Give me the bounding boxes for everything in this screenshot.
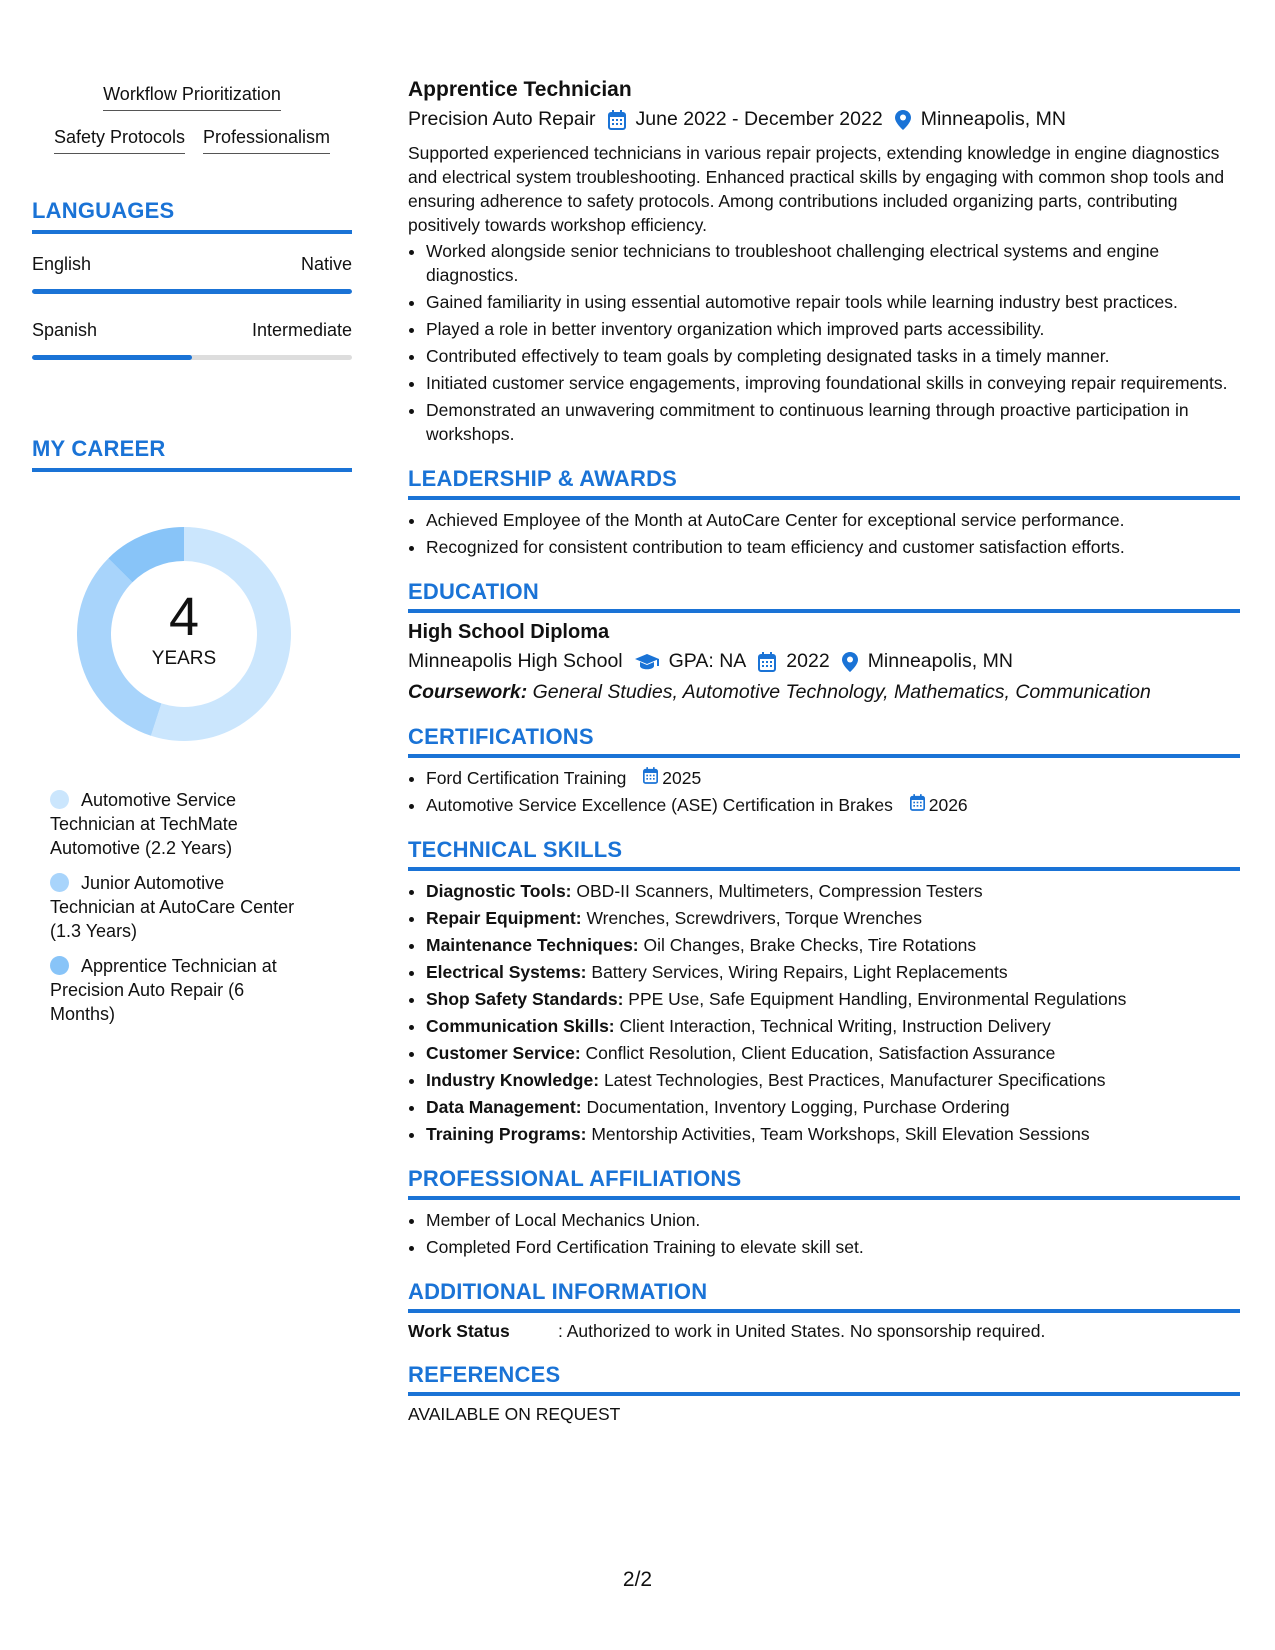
skill-label: Data Management: — [426, 1097, 582, 1117]
leadership-list — [408, 508, 1240, 559]
education-school: Minneapolis High School — [408, 650, 623, 672]
list-item: • Recognized for consistent contribution to team efficiency and customer satisfaction efforts. — [426, 535, 1240, 559]
location-pin-icon — [842, 652, 858, 672]
coursework-label: Coursework: — [408, 681, 528, 703]
certifications-list — [408, 766, 1240, 817]
language-item — [32, 254, 352, 294]
skill-value: Oil Changes, Brake Checks, Tire Rotations — [643, 935, 977, 955]
certification-year: 2025 — [662, 768, 702, 788]
legend-dot — [50, 873, 69, 892]
list-item — [426, 1041, 1240, 1065]
job-company: Precision Auto Repair — [408, 108, 596, 130]
donut-center — [64, 514, 304, 754]
work-status-row — [408, 1321, 1240, 1342]
education-meta — [408, 650, 1240, 673]
skill-label: Training Programs: — [426, 1124, 587, 1144]
language-item — [32, 320, 352, 360]
additional-info-heading: ADDITIONAL INFORMATION — [408, 1279, 1240, 1313]
list-item: • Completed Ford Certification Training to elevate skill set. — [426, 1235, 1240, 1259]
left-column — [32, 84, 352, 1037]
calendar-icon — [758, 652, 776, 672]
list-item — [426, 1014, 1240, 1038]
skill-value: Mentorship Activities, Team Workshops, Skill Elevation Sessions — [591, 1124, 1090, 1144]
list-item: • Achieved Employee of the Month at AutoCare Center for exceptional service performance. — [426, 508, 1240, 532]
technical-skills-list — [408, 879, 1240, 1146]
skill-value: OBD-II Scanners, Multimeters, Compression Testers — [576, 881, 983, 901]
skill-tag-row — [32, 84, 352, 111]
education-location: Minneapolis, MN — [867, 650, 1013, 672]
calendar-icon — [608, 110, 626, 130]
list-item: • Demonstrated an unwavering commitment to continuous learning through proactive participation in workshops. — [426, 398, 1240, 446]
skill-label: Diagnostic Tools: — [426, 881, 572, 901]
career-heading: MY CAREER — [32, 436, 352, 472]
list-item: • Initiated customer service engagements, improving foundational skills in conveying repair requirements. — [426, 371, 1240, 395]
references-text: AVAILABLE ON REQUEST — [408, 1404, 621, 1424]
legend-label: Apprentice Technician at Precision Auto Repair (6 Months) — [50, 956, 277, 1024]
skill-value: Battery Services, Wiring Repairs, Light Replacements — [591, 962, 1008, 982]
skill-value: Client Interaction, Technical Writing, Instruction Delivery — [619, 1016, 1051, 1036]
right-column — [408, 78, 1240, 1425]
education-degree: High School Diploma — [408, 621, 610, 643]
language-proficiency-fill — [32, 355, 192, 360]
skill-tag: Professionalism — [203, 127, 330, 154]
list-item — [426, 879, 1240, 903]
language-name: Spanish — [32, 320, 98, 340]
skill-tag: Safety Protocols — [54, 127, 185, 154]
skill-label: Repair Equipment: — [426, 908, 582, 928]
list-item: • Contributed effectively to team goals by completing designated tasks in a timely manner. — [426, 344, 1240, 368]
list-item — [426, 1068, 1240, 1092]
affiliations-list — [408, 1208, 1240, 1259]
certification-name: Ford Certification Training — [426, 768, 627, 788]
skill-label: Industry Knowledge: — [426, 1070, 600, 1090]
list-item — [426, 987, 1240, 1011]
job-meta — [408, 108, 1240, 131]
calendar-icon — [910, 793, 929, 817]
legend-label: Junior Automotive Technician at AutoCare Center (1.3 Years) — [50, 873, 295, 941]
career-legend — [50, 788, 310, 1026]
affiliations-heading: PROFESSIONAL AFFILIATIONS — [408, 1166, 1240, 1200]
certification-name: Automotive Service Excellence (ASE) Certification in Brakes — [426, 795, 893, 815]
skill-value: PPE Use, Safe Equipment Handling, Environmental Regulations — [628, 989, 1127, 1009]
education-gpa: GPA: NA — [668, 650, 747, 672]
list-item: • Worked alongside senior technicians to troubleshoot challenging electrical systems and engine diagnostics. — [426, 239, 1240, 287]
job-summary: Supported experienced technicians in various repair projects, extending knowledge in engine diagnostics and electrical system troubleshooting. Enhanced practical skills by engaging with common shop tools and ensuring adherence to safety protocols. Among contributions included organizing parts, contributing positively towards workshop efficiency. — [408, 143, 1225, 235]
career-donut-chart — [64, 514, 304, 754]
career-legend-item — [50, 954, 310, 1026]
work-status-label: Work Status — [408, 1321, 510, 1341]
coursework — [408, 681, 1240, 704]
job-dates: June 2022 - December 2022 — [635, 108, 883, 130]
list-item: • Played a role in better inventory organization which improved parts accessibility. — [426, 317, 1240, 341]
list-item — [426, 1122, 1240, 1146]
legend-label: Automotive Service Technician at TechMate Automotive (2.2 Years) — [50, 790, 238, 858]
languages-heading: LANGUAGES — [32, 198, 352, 234]
job-location: Minneapolis, MN — [920, 108, 1066, 130]
skill-value: Wrenches, Screwdrivers, Torque Wrenches — [586, 908, 923, 928]
language-level: Intermediate — [251, 320, 352, 340]
skill-value: Documentation, Inventory Logging, Purchase Ordering — [586, 1097, 1010, 1117]
legend-dot — [50, 956, 69, 975]
skill-label: Communication Skills: — [426, 1016, 615, 1036]
education-year: 2022 — [786, 650, 830, 672]
list-item — [426, 1095, 1240, 1119]
list-item — [426, 933, 1240, 957]
skill-label: Electrical Systems: — [426, 962, 587, 982]
career-legend-item — [50, 788, 310, 860]
skill-value: Latest Technologies, Best Practices, Manufacturer Specifications — [603, 1070, 1106, 1090]
list-item — [426, 960, 1240, 984]
skill-label: Customer Service: — [426, 1043, 581, 1063]
skill-label: Shop Safety Standards: — [426, 989, 624, 1009]
location-pin-icon — [895, 110, 911, 130]
work-status-value: : Authorized to work in United States. No sponsorship required. — [558, 1321, 1046, 1341]
language-name: English — [32, 254, 92, 274]
leadership-heading: LEADERSHIP & AWARDS — [408, 466, 1240, 500]
technical-skills-heading: TECHNICAL SKILLS — [408, 837, 1240, 871]
references-heading: REFERENCES — [408, 1362, 1240, 1396]
certification-year: 2026 — [928, 795, 968, 815]
education-heading: EDUCATION — [408, 579, 1240, 613]
list-item: • Gained familiarity in using essential automotive repair tools while learning industry best practices. — [426, 290, 1240, 314]
language-proficiency-bar — [32, 289, 352, 294]
skill-tag-row — [32, 127, 352, 154]
list-item — [426, 906, 1240, 930]
language-proficiency-bar — [32, 355, 352, 360]
legend-dot — [50, 790, 69, 809]
page-number: 2/2 — [622, 1568, 653, 1591]
career-total-years: 4 — [168, 587, 200, 647]
certifications-heading: CERTIFICATIONS — [408, 724, 1240, 758]
job-title: Apprentice Technician — [408, 78, 632, 101]
list-item — [426, 793, 1240, 817]
coursework-value: General Studies, Automotive Technology, Mathematics, Communication — [532, 681, 1151, 703]
skill-label: Maintenance Techniques: — [426, 935, 639, 955]
language-level: Native — [300, 254, 352, 274]
graduation-cap-icon — [635, 653, 659, 671]
career-total-unit: YEARS — [151, 648, 217, 669]
job-bullets — [408, 239, 1240, 446]
language-proficiency-fill — [32, 289, 352, 294]
skill-tag: Workflow Prioritization — [103, 84, 281, 111]
list-item: • Member of Local Mechanics Union. — [426, 1208, 1240, 1232]
skill-value: Conflict Resolution, Client Education, Satisfaction Assurance — [585, 1043, 1056, 1063]
calendar-icon — [643, 766, 662, 790]
career-legend-item — [50, 871, 310, 943]
list-item — [426, 766, 1240, 790]
